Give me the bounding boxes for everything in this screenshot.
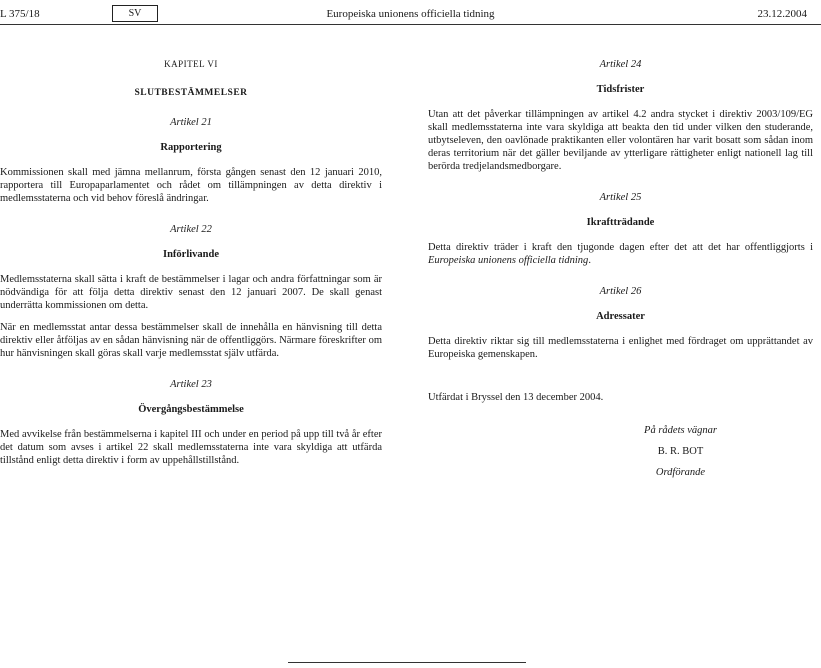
journal-title: Europeiska unionens officiella tidning: [326, 8, 495, 20]
article-number: Artikel 23: [170, 379, 212, 390]
article-number: Artikel 24: [599, 59, 642, 70]
paragraph-end: .: [588, 255, 591, 266]
chapter-title: SLUTBESTÄMMELSER: [134, 88, 248, 98]
article-number: Artikel 25: [599, 192, 642, 203]
article-paragraph: Utan att det påverkar tillämpningen av artikel 4.2 andra stycket i direktiv 2003/109/EG skall medlemsstaterna inte vara skyldiga att beakta den tid under vilken den studerande, utbytseleven, den oavlönade praktikanten eller volontären har varit bosatt som sådan inom deras territorium när det gäller beviljande av ytterligare rättigheter enligt nationell lag till berörda tredjelandsmedborgare.: [428, 109, 813, 172]
article-title: Adressater: [596, 311, 645, 322]
publication-date: 23.12.2004: [757, 8, 807, 20]
signatory-name: B. R. BOT: [657, 446, 704, 457]
article-paragraph: [428, 241, 813, 267]
right-column: [428, 58, 813, 487]
article-number: Artikel 26: [599, 286, 642, 297]
article-paragraph: Med avvikelse från bestämmelserna i kapitel III och under en period på upp till två år efter det datum som avses i artikel 22 skall medlemsstaterna inte vara skyldiga att utfärda tillstånd enligt detta direktiv i form av uppehållstillstånd.: [0, 429, 382, 466]
article-number: Artikel 22: [170, 224, 212, 235]
article-title: Tidsfrister: [596, 84, 645, 95]
left-column: [0, 58, 382, 485]
article-paragraph: När en medlemsstat antar dessa bestämmelser skall de innehålla en hänvisning till detta direktiv eller åtföljas av en sådan hänvisning när de offentliggörs. Närmare föreskrifter om hur hänvisningen skall göras skall varje medlemsstat själv utfärda.: [0, 322, 382, 359]
article-21: [0, 116, 382, 205]
footer-rule: [288, 662, 526, 663]
article-25: [428, 191, 813, 267]
article-title: Rapportering: [160, 142, 222, 153]
language-box: SV: [112, 5, 158, 22]
article-26: [428, 285, 813, 361]
article-paragraph: Medlemsstaterna skall sätta i kraft de bestämmelser i lagar och andra författningar som är nödvändiga för att följa detta direktiv senast den 12 januari 2007. De skall genast underrätta kommissionen om detta.: [0, 274, 382, 311]
article-title: Övergångsbestämmelse: [138, 404, 244, 415]
article-24: [428, 58, 813, 173]
place-and-date: Utfärdat i Bryssel den 13 december 2004.: [428, 392, 604, 403]
journal-reference: L 375/18: [0, 8, 40, 20]
signatory-role: Ordförande: [655, 467, 706, 478]
article-paragraph: Kommissionen skall med jämna mellanrum, första gången senast den 12 januari 2010, rapportera till Europaparlamentet och rådet om tillämpningen av detta direktiv i medlemsstaterna och vid behov föreslå ändringar.: [0, 167, 382, 204]
page-header: [0, 0, 821, 30]
signature-on-behalf: På rådets vägnar: [644, 425, 717, 436]
chapter-number: KAPITEL VI: [164, 59, 218, 69]
article-number: Artikel 21: [170, 117, 212, 128]
header-rule: [0, 24, 821, 25]
article-title: Ikraftträdande: [586, 217, 655, 228]
article-paragraph: Detta direktiv riktar sig till medlemsstaterna i enlighet med fördraget om upprättandet av Europeiska gemenskapen.: [428, 336, 813, 360]
article-23: [0, 378, 382, 467]
article-22: [0, 223, 382, 360]
paragraph-text: Detta direktiv träder i kraft den tjugonde dagen efter det att det har offentliggjorts i: [428, 242, 813, 253]
journal-name-italic: Europeiska unionens officiella tidning: [428, 255, 589, 266]
article-title: Införlivande: [162, 249, 219, 260]
